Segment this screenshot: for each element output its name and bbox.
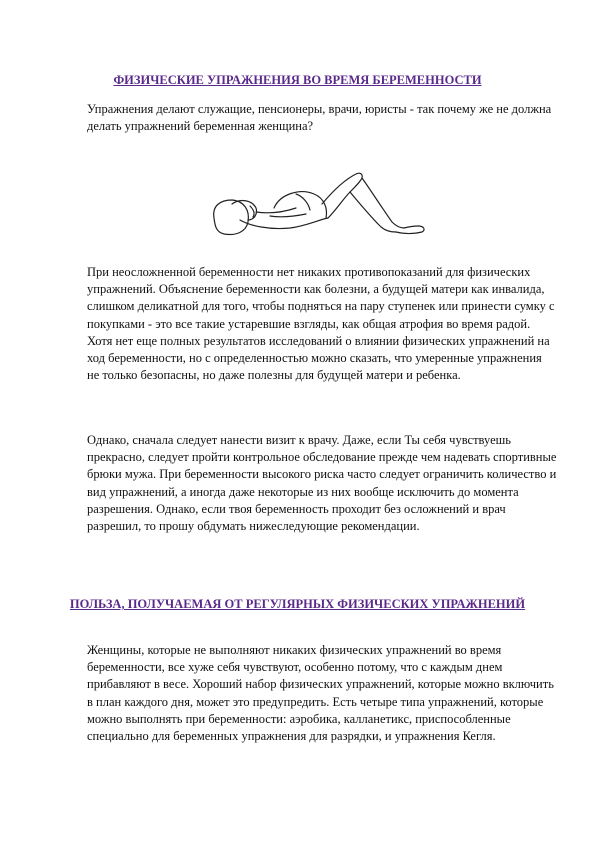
paragraph-four-types-of-exercise: Женщины, которые не выполняют никаких физических упражнений во время беременности, все хуже себя чувствуют, особенно потому, что с каждым днем прибавляют в весе. Хороший набор физических упражнений, которые можно включить в план каждого дня, может это предупредить. Есть четыре типа упражнений, которые можно выполнять при беременности: аэробика, калланетикс, приспособленные специально для беременных упражнения для разрядки, и упражнения Кегля. <box>87 643 554 744</box>
woman-lying-exercise-icon <box>210 170 430 245</box>
intro-paragraph: Упражнения делают служащие, пенсионеры, врачи, юристы - так почему же не должна делать упражнений беременная женщина? <box>87 102 552 134</box>
paragraph-visit-doctor: Однако, сначала следует нанести визит к врачу. Даже, если Ты себя чувствуешь прекрасно, следует пройти контрольное обследование прежде чем надевать спортивные брюки мужа. При беременности высокого риска часто следует ограничить количество и вид упражнений, а иногда даже некоторые из них вообще исключить до момента разрешения. Однако, если твоя беременность проходит без осложнений и врач разрешил, то прошу обдумать нижеследующие рекомендации. <box>87 433 557 534</box>
heading-benefits-of-exercise: ПОЛЬЗА, ПОЛУЧАЕМАЯ ОТ РЕГУЛЯРНЫХ ФИЗИЧЕСКИХ УПРАЖНЕНИЙ <box>69 597 526 611</box>
paragraph-no-contraindications: При неосложненной беременности нет никаких противопоказаний для физических упражнений. Объяснение беременности как болезни, а будущей матери как инвалида, слишком деликатной для того, чтобы подняться на пару ступенек или принести сумку с покупками - это все такие устаревшие взгляды, как общая атрофия во время радой. Хотя нет еще полных результатов исследований о влиянии физических упражнений на ход беременности, но с определенностью можно сказать, что умеренные упражнения не только безопасны, но даже полезны для будущей матери и ребенка. <box>87 265 555 383</box>
heading-exercises-during-pregnancy: ФИЗИЧЕСКИЕ УПРАЖНЕНИЯ ВО ВРЕМЯ БЕРЕМЕННОСТИ <box>113 73 482 87</box>
